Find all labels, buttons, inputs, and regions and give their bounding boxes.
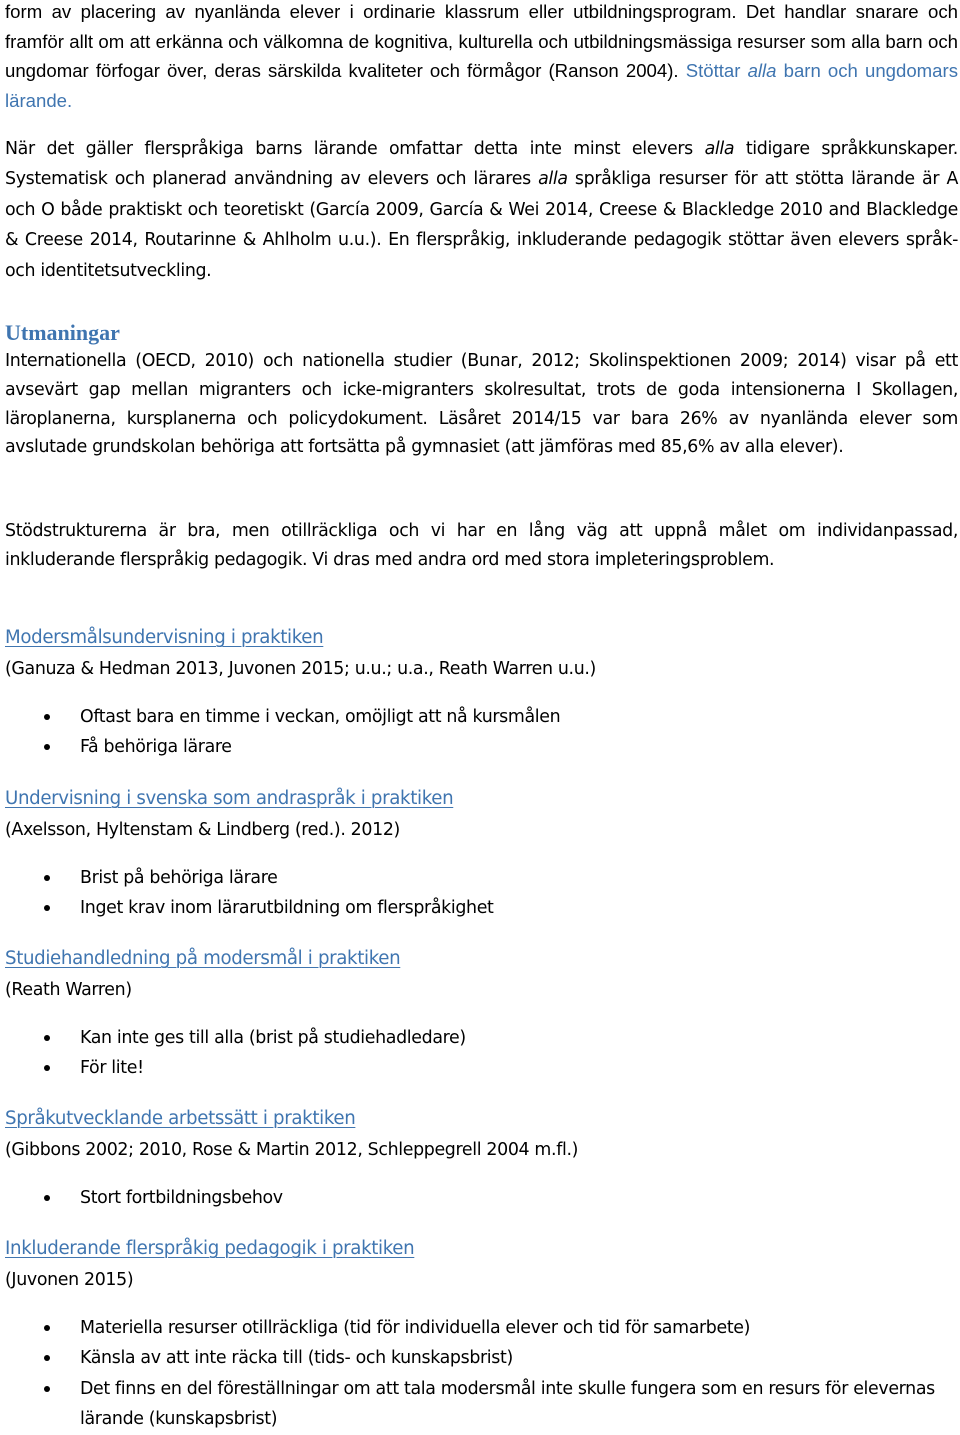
section-reference: (Ganuza & Hedman 2013, Juvonen 2015; u.u.; u.a., Reath Warren u.u.) bbox=[5, 659, 596, 679]
intro-highlight-em: alla bbox=[747, 60, 777, 81]
list-item-text: Stort fortbildningsbehov bbox=[80, 1188, 283, 1208]
bullet-icon bbox=[44, 875, 50, 881]
section-inkluderande bbox=[5, 1235, 958, 1435]
list-item-text: Brist på behöriga lärare bbox=[80, 868, 278, 888]
intro-p2-c: Systematisk och planerad användning av elevers och lärares bbox=[5, 169, 539, 190]
intro-line-1: form av placering av nyanlända elever i ordinarie klassrum eller utbildningsprogram. bbox=[5, 1, 737, 22]
list-item-text: Inget krav inom lärarutbildning om flerspråkighet bbox=[80, 898, 494, 919]
list-item-text: Kan inte ges till alla (brist på studiehadledare) bbox=[80, 1028, 466, 1048]
section-modersmal bbox=[5, 624, 958, 763]
intro-highlight-a: Stöttar bbox=[685, 60, 748, 81]
utmaningar-paragraph-2: Stödstrukturerna är bra, men otillräckliga och vi har en lång väg att uppnå målet om individanpassad, inkluderande flerspråkig pedagogik. Vi dras med andra ord med stora impleteringsproblem. bbox=[5, 521, 958, 570]
list-item-text: Materiella resurser otillräckliga (tid för individuella elever och tid för samarbete) bbox=[80, 1318, 751, 1338]
section-svenska-andrasprak bbox=[5, 785, 958, 924]
bullet-list bbox=[5, 1183, 958, 1213]
section-reference: (Axelsson, Hyltenstam & Lindberg (red.). 2012) bbox=[5, 820, 400, 840]
bullet-icon bbox=[44, 1355, 50, 1361]
intro-paragraph-2-text bbox=[5, 134, 958, 286]
list-item-text: För lite! bbox=[80, 1058, 144, 1079]
utmaningar-section bbox=[5, 320, 958, 346]
list-item bbox=[5, 1023, 958, 1053]
section-heading: Studiehandledning på modersmål i praktiken bbox=[5, 948, 401, 969]
list-item bbox=[5, 1183, 958, 1213]
list-item-text: Känsla av att inte räcka till (tids- och kunskapsbrist) bbox=[80, 1348, 513, 1369]
intro-paragraph-1 bbox=[5, 0, 958, 115]
section-heading: Modersmålsundervisning i praktiken bbox=[5, 627, 324, 648]
utmaningar-paragraph-1: Internationella (OECD, 2010) och nationella studier (Bunar, 2012; Skolinspektionen 2009; 2014) visar på ett avsevärt gap mellan migranters och icke-migranters skolresultat, trots de goda intensionerna I Skollagen, läroplanerna, kursplanerna och policydokument. Läsåret 2014/15 var bara 26% av nyanlända elever som avslutade grundskolan behöriga att fortsätta på gymnasiet (att jämföras med 85,6% av alla elever). bbox=[5, 351, 958, 458]
intro-p2-em1: alla bbox=[704, 139, 735, 159]
list-item bbox=[5, 1313, 958, 1343]
bullet-icon bbox=[44, 744, 50, 750]
bullet-icon bbox=[44, 1325, 50, 1331]
list-item-text: Oftast bara en timme i veckan, omöjligt att nå kursmålen bbox=[80, 707, 561, 727]
list-item bbox=[5, 1374, 958, 1435]
bullet-icon bbox=[44, 1035, 50, 1041]
list-item bbox=[5, 702, 958, 732]
intro-line-2: Det handlar snarare och framför allt om att erkänna och välkomna de kognitiva, kulturella och utbildningsmässiga resurser som alla barn och ungdomar förfogar över, deras särskilda kvaliteter och förmågor (Ranson 2004). bbox=[5, 1, 959, 81]
bullet-list bbox=[5, 1023, 958, 1084]
bullet-list bbox=[5, 1313, 958, 1435]
list-item bbox=[5, 1053, 958, 1083]
utmaningar-heading: Utmaningar bbox=[5, 320, 120, 345]
bullet-icon bbox=[44, 905, 50, 911]
bullet-list bbox=[5, 702, 958, 763]
section-sprakutvecklande bbox=[5, 1105, 958, 1213]
intro-highlight-b: barn och ungdomars lärande. bbox=[5, 60, 958, 111]
intro-text bbox=[5, 0, 958, 115]
intro-p2-a: När det gäller flerspråkiga barns lärande omfattar detta inte minst elevers bbox=[5, 139, 705, 159]
list-item bbox=[5, 893, 958, 923]
list-item bbox=[5, 1343, 958, 1373]
section-heading: Undervisning i svenska som andraspråk i praktiken bbox=[5, 788, 454, 809]
intro-p2-em2: alla bbox=[538, 169, 568, 190]
bullet-icon bbox=[44, 714, 50, 720]
list-item-text: Få behöriga lärare bbox=[80, 737, 232, 758]
section-studiehandledning bbox=[5, 945, 958, 1084]
list-item bbox=[5, 732, 958, 762]
bullet-icon bbox=[44, 1065, 50, 1071]
bullet-icon bbox=[44, 1195, 50, 1201]
list-item-text: Det finns en del föreställningar om att tala modersmål inte skulle fungera som en resurs för elevernas lärande (kunskapsbrist) bbox=[80, 1378, 935, 1430]
bullet-icon bbox=[44, 1386, 50, 1392]
list-item bbox=[5, 863, 958, 893]
intro-paragraph-2 bbox=[5, 134, 958, 286]
utmaningar-body-2 bbox=[5, 517, 958, 575]
section-reference: (Juvonen 2015) bbox=[5, 1270, 134, 1290]
section-reference: (Gibbons 2002; 2010, Rose & Martin 2012, Schleppegrell 2004 m.fl.) bbox=[5, 1140, 579, 1160]
bullet-list bbox=[5, 863, 958, 924]
section-heading: Språkutvecklande arbetssätt i praktiken bbox=[5, 1108, 356, 1129]
intro-p2-d: språkliga resurser för att stötta lärande är A och O både praktiskt och teoretiskt (García 2009, García & Wei 2014, Creese & Blackledge 2010 and Blackledge & Creese 2014, Routarinne & Ahlholm u.u.). En flerspråkig, inkluderande pedagogik stöttar även elevers språk- och identitetsutveckling. bbox=[5, 169, 958, 281]
intro-p2-b: tidigare språkkunskaper. bbox=[734, 139, 958, 159]
section-reference: (Reath Warren) bbox=[5, 980, 132, 1000]
utmaningar-body-1 bbox=[5, 347, 958, 462]
section-heading: Inkluderande flerspråkig pedagogik i praktiken bbox=[5, 1238, 415, 1259]
